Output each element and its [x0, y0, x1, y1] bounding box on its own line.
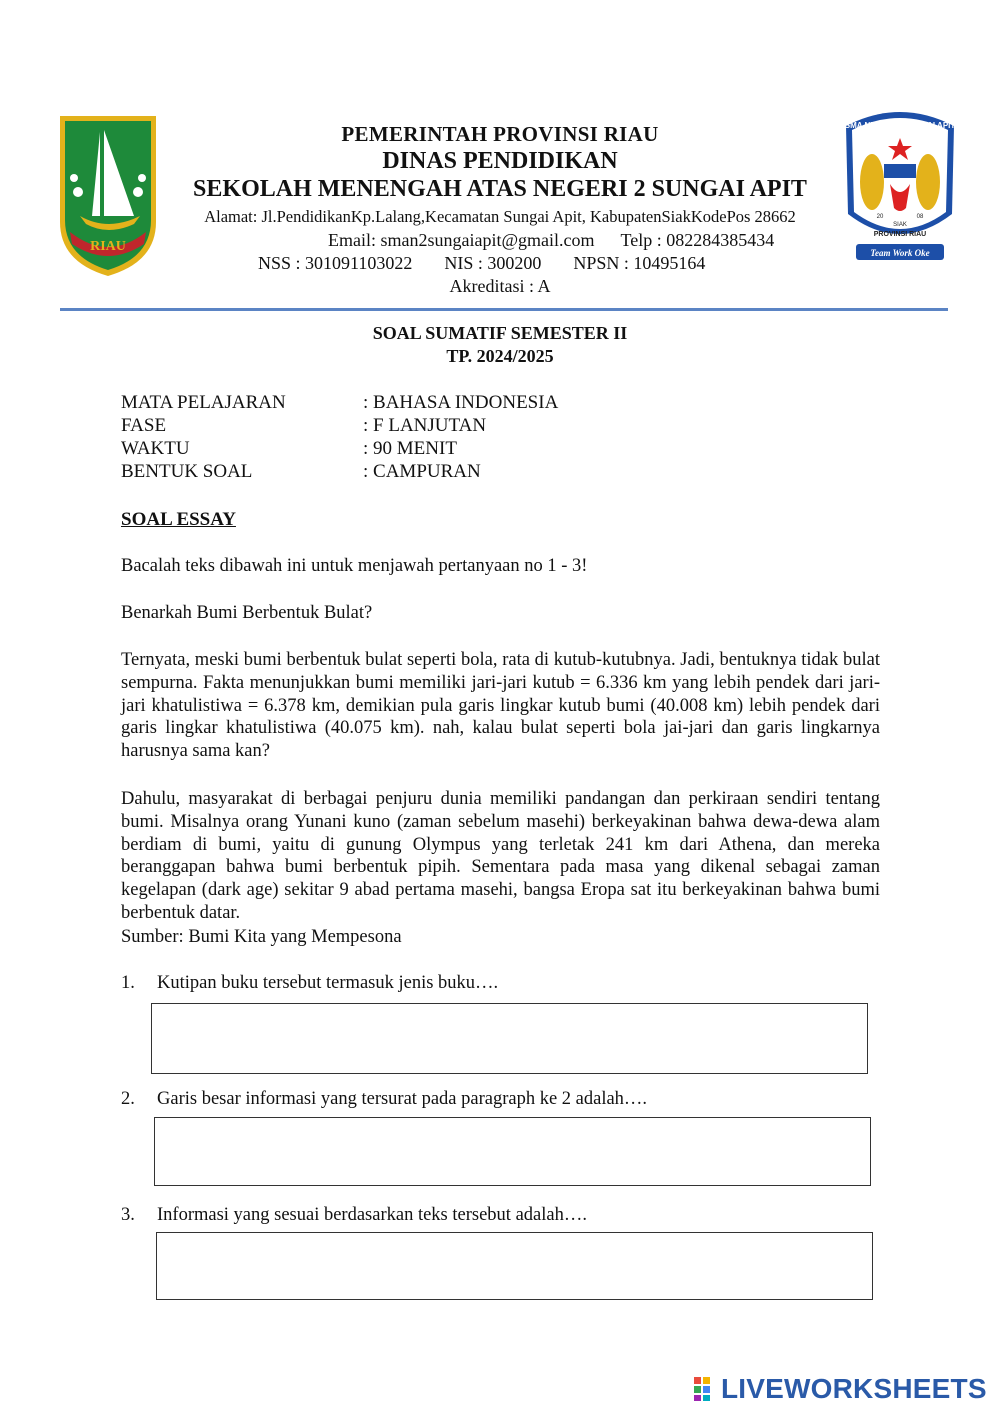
riau-province-logo	[56, 112, 160, 280]
meta-value: : BAHASA INDONESIA	[363, 392, 559, 413]
header-nss: NSS : 301091103022	[258, 253, 413, 273]
liveworksheets-watermark	[693, 1374, 987, 1404]
riau-logo-lettering: RIAU	[90, 239, 126, 254]
school-logo	[840, 104, 960, 268]
header-department: DINAS PENDIDIKAN	[382, 148, 618, 174]
meta-value: : CAMPURAN	[363, 461, 481, 482]
meta-value: : F LANJUTAN	[363, 415, 487, 436]
header-divider	[60, 308, 948, 311]
paragraph-1: Ternyata, meski bumi berbentuk bulat seperti bola, rata di kutub-kutubnya. Jadi, bentuknya tidak bulat sempurna. Fakta menunjukkan bumi memiliki jari-jari kutub = 6.336 km yang lebih pendek dari jari-jari khatulistiwa = 6.378 km, demikian pula garis lingkar kutub bumi (40.008 km) lebih pendek dari garis lingkar khatulistiwa (40.075 km). nah, kalau bulat seperti bola jai-jari dan garis lingkarnya harusnya sama kan?	[121, 650, 880, 762]
liveworksheets-icon	[693, 1376, 719, 1402]
header-phone: Telp : 082284385434	[620, 230, 775, 250]
school-logo-year-left: 20	[876, 214, 884, 220]
header-npsn: NPSN : 10495164	[573, 253, 706, 273]
text-source: Sumber: Bumi Kita yang Mempesona	[121, 927, 402, 947]
question-number: 2.	[121, 1089, 135, 1109]
text-title: Benarkah Bumi Berbentuk Bulat?	[121, 603, 373, 623]
school-logo-banner: Team Work Oke	[870, 248, 930, 258]
header-nis: NIS : 300200	[444, 253, 542, 273]
school-logo-bottom-text: PROVINSI RIAU	[873, 231, 927, 238]
meta-key: BENTUK SOAL	[121, 461, 253, 482]
exam-year: TP. 2024/2025	[446, 346, 554, 366]
header-address: Alamat: Jl.PendidikanKp.Lalang,Kecamatan Sungai Apit, KabupatenSiakKodePos 28662	[204, 207, 796, 226]
question-text: Garis besar informasi yang tersurat pada paragraph ke 2 adalah….	[157, 1089, 648, 1109]
answer-box-2[interactable]	[154, 1117, 871, 1186]
header-accreditation: Akreditasi : A	[449, 276, 551, 296]
question-text: Informasi yang sesuai berdasarkan teks tersebut adalah….	[157, 1205, 587, 1225]
exam-title: SOAL SUMATIF SEMESTER II	[372, 323, 628, 343]
answer-box-3[interactable]	[156, 1232, 873, 1300]
school-logo-siak: SIAK	[893, 222, 907, 228]
question-3	[121, 1205, 587, 1226]
header-contact	[328, 230, 774, 251]
question-1	[121, 973, 498, 994]
section-title: SOAL ESSAY	[121, 509, 236, 530]
header-government: PEMERINTAH PROVINSI RIAU	[341, 122, 659, 146]
question-2	[121, 1089, 647, 1110]
question-number: 1.	[121, 973, 135, 993]
meta-key: FASE	[121, 415, 167, 436]
question-number: 3.	[121, 1205, 135, 1225]
liveworksheets-text: LIVEWORKSHEETS	[721, 1373, 987, 1404]
school-logo-year-right: 08	[916, 214, 924, 220]
school-logo-arc-text: SMA NEGERI 2 SUNGAI APIT	[844, 121, 956, 130]
instruction: Bacalah teks dibawah ini untuk menjawah pertanyaan no 1 - 3!	[121, 556, 588, 576]
answer-box-1[interactable]	[151, 1003, 868, 1074]
question-text: Kutipan buku tersebut termasuk jenis buku….	[157, 973, 499, 993]
paragraph-2: Dahulu, masyarakat di berbagai penjuru dunia memiliki pandangan dan perkiraan sendiri tentang bumi. Misalnya orang Yunani kuno (zaman sebelum masehi) berkeyakinan bahwa dewa-dewa alam berdiam di bumi, yaitu di gunung Olympus yang terletak 241 km dari Athena, dan mereka beranggapan bahwa bumi berbentuk pipih. Sementara pada masa yang dikenal sebagai zaman kegelapan (dark age) sekitar 9 abad pertama masehi, bangsa Eropa sat itu berkeyakinan bahwa bumi berbentuk datar.	[121, 789, 880, 923]
meta-key: WAKTU	[121, 438, 190, 459]
meta-value: : 90 MENIT	[363, 438, 457, 459]
header-school-name: SEKOLAH MENENGAH ATAS NEGERI 2 SUNGAI APIT	[193, 176, 807, 202]
header-email: Email: sman2sungaiapit@gmail.com	[328, 230, 595, 250]
header-ids	[258, 253, 705, 274]
meta-key: MATA PELAJARAN	[121, 392, 286, 413]
